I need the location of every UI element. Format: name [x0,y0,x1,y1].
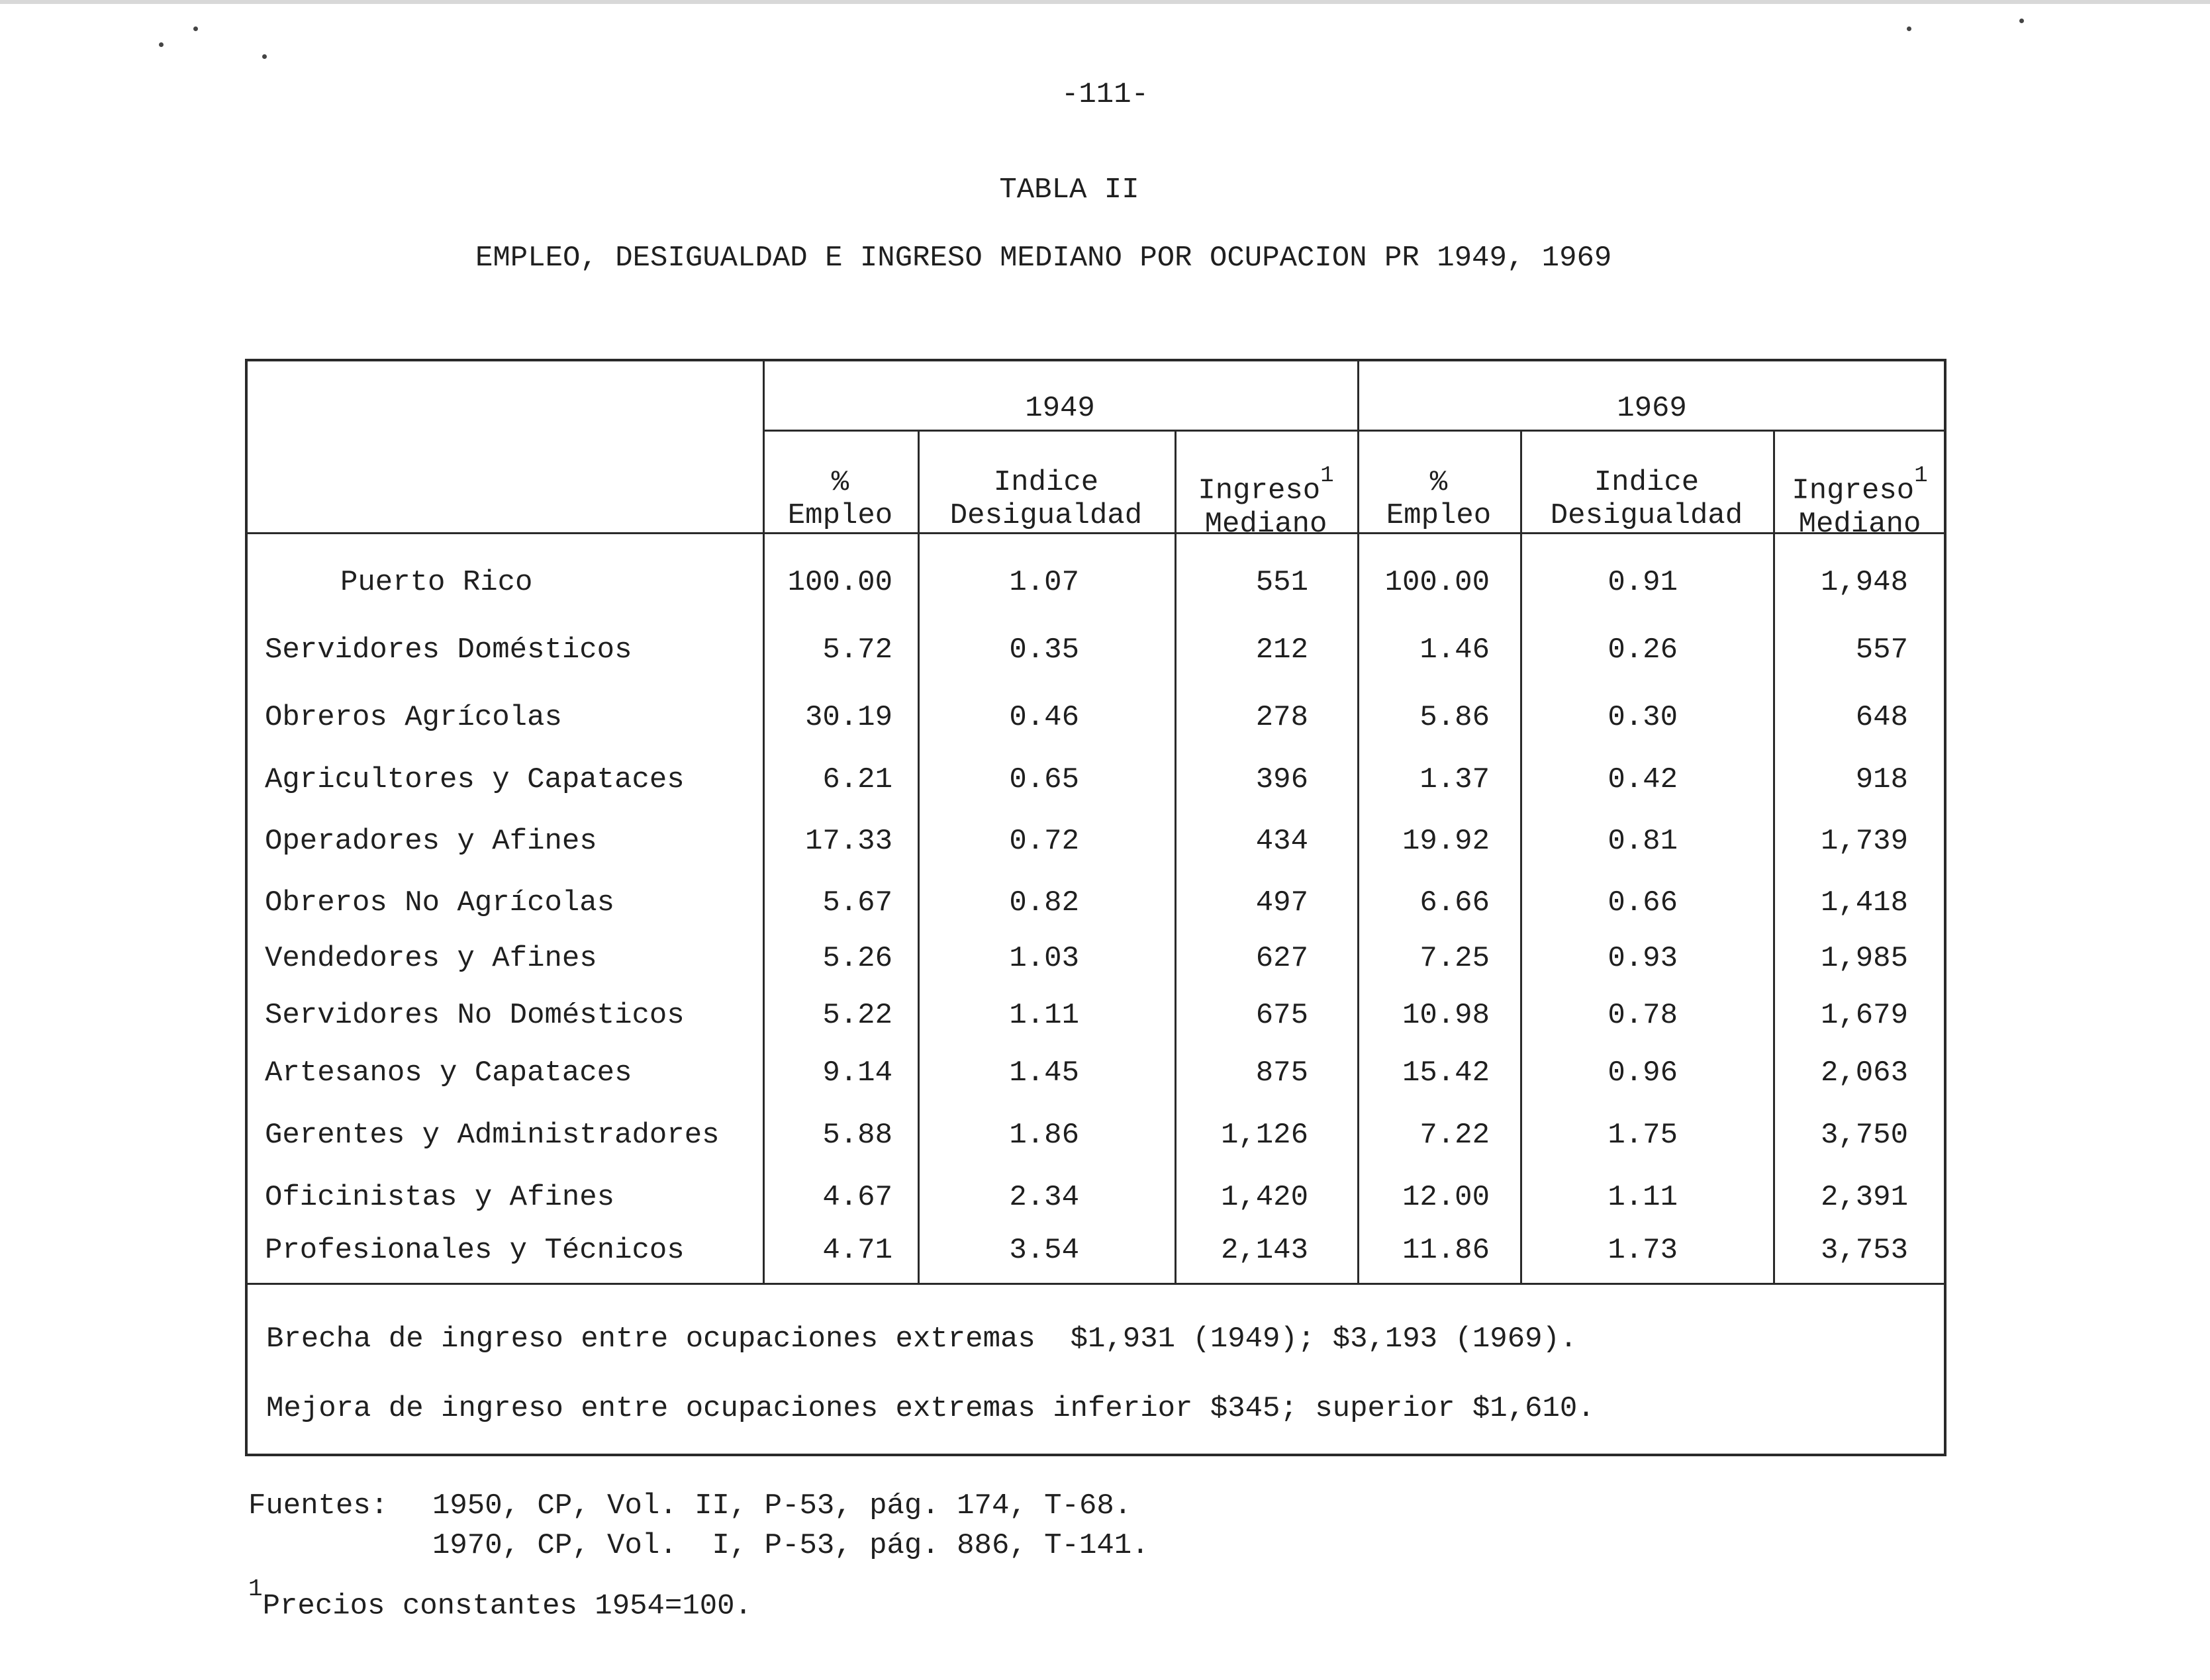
cell-indice-1969: 0.81 [1608,825,1678,858]
source-line-1970: 1970, CP, Vol. I, P-53, pág. 886, T-141. [432,1529,1149,1562]
cell-empleo-1969: 100.00 [1384,566,1490,599]
cell-ingreso-1949: 497 [1255,886,1308,919]
source-line-1950: 1950, CP, Vol. II, P-53, pág. 174, T-68. [432,1489,1132,1522]
footnote-marker: 1 [1320,463,1334,489]
cell-empleo-1949: 100.00 [787,566,892,599]
sources-label: Fuentes: [248,1489,389,1522]
scan-speck [1907,26,1911,31]
income-gap-note: Brecha de ingreso entre ocupaciones extremas $1,931 (1949); $3,193 (1969). [266,1323,1578,1356]
table-label: TABLA II [999,173,1139,207]
cell-indice-1949: 1.03 [1009,942,1079,975]
cell-indice-1949: 1.07 [1009,566,1079,599]
cell-empleo-1949: 5.88 [822,1119,892,1152]
year-rule [763,430,1946,432]
row-label: Vendedores y Afines [265,942,597,975]
column-header-ingreso-1949: Ingreso$^1$ Mediano [1198,463,1334,541]
scan-speck [193,26,198,31]
cell-ingreso-1969: 648 [1855,701,1908,734]
cell-empleo-1949: 5.72 [822,633,892,667]
cell-indice-1949: 1.45 [1009,1056,1079,1090]
cell-indice-1969: 1.75 [1608,1119,1678,1152]
cell-ingreso-1949: 212 [1255,633,1308,667]
cell-indice-1969: 1.73 [1608,1234,1678,1267]
cell-ingreso-1949: 551 [1255,566,1308,599]
cell-ingreso-1949: 2,143 [1220,1234,1308,1267]
cell-indice-1969: 0.26 [1608,633,1678,667]
column-header-indice-1949: Indice Desigualdad [949,466,1143,532]
cell-empleo-1949: 9.14 [822,1056,892,1090]
cell-indice-1949: 3.54 [1009,1234,1079,1267]
cell-ingreso-1969: 1,948 [1820,566,1908,599]
cell-indice-1969: 0.30 [1608,701,1678,734]
year-header-1969: 1969 [1617,392,1687,425]
year-header-1949: 1949 [1025,392,1095,425]
cell-ingreso-1949: 627 [1255,942,1308,975]
cell-empleo-1949: 5.67 [822,886,892,919]
table-title: EMPLEO, DESIGUALDAD E INGRESO MEDIANO POR OCUPACION PR 1949, 1969 [475,242,1612,275]
cell-ingreso-1949: 434 [1255,825,1308,858]
column-header-empleo-1969: % Empleo [1386,466,1492,532]
cell-indice-1969: 0.78 [1608,999,1678,1032]
column-header-ingreso-1969: Ingreso$^1$ Mediano [1792,463,1928,541]
cell-ingreso-1949: 875 [1255,1056,1308,1090]
cell-empleo-1969: 10.98 [1402,999,1490,1032]
row-label: Obreros Agrícolas [265,701,562,734]
cell-ingreso-1969: 1,985 [1820,942,1908,975]
cell-ingreso-1949: 278 [1255,701,1308,734]
row-label: Puerto Rico [340,566,533,599]
cell-empleo-1969: 15.42 [1402,1056,1490,1090]
cell-empleo-1949: 6.21 [822,763,892,796]
cell-ingreso-1969: 918 [1855,763,1908,796]
row-label: Obreros No Agrícolas [265,886,615,919]
cell-indice-1949: 0.72 [1009,825,1079,858]
income-improvement-note: Mejora de ingreso entre ocupaciones extremas inferior $345; superior $1,610. [266,1392,1595,1425]
cell-empleo-1969: 5.86 [1419,701,1490,734]
cell-indice-1949: 2.34 [1009,1181,1079,1214]
cell-ingreso-1969: 2,391 [1820,1181,1908,1214]
cell-empleo-1969: 12.00 [1402,1181,1490,1214]
footnote [248,1575,752,1623]
cell-indice-1969: 1.11 [1608,1181,1678,1214]
row-label: Oficinistas y Afines [265,1181,615,1214]
scan-edge [0,0,2210,4]
cell-empleo-1949: 4.71 [822,1234,892,1267]
cell-ingreso-1969: 1,418 [1820,886,1908,919]
cell-indice-1949: 0.46 [1009,701,1079,734]
cell-indice-1969: 0.93 [1608,942,1678,975]
row-label: Servidores No Domésticos [265,999,685,1032]
cell-empleo-1969: 7.22 [1419,1119,1490,1152]
sources [248,1486,1149,1565]
cell-empleo-1969: 11.86 [1402,1234,1490,1267]
cell-indice-1949: 1.11 [1009,999,1079,1032]
cell-ingreso-1969: 3,753 [1820,1234,1908,1267]
data-table [245,359,1946,1456]
header-rule [248,532,1946,534]
cell-empleo-1949: 5.26 [822,942,892,975]
cell-indice-1949: 0.65 [1009,763,1079,796]
cell-empleo-1949: 17.33 [804,825,892,858]
cell-ingreso-1969: 1,739 [1820,825,1908,858]
scan-speck [159,42,164,47]
row-label: Gerentes y Administradores [265,1119,720,1152]
cell-empleo-1949: 30.19 [804,701,892,734]
footnote-marker: 1 [248,1575,263,1603]
scan-speck [262,54,267,59]
cell-empleo-1969: 7.25 [1419,942,1490,975]
cell-empleo-1949: 4.67 [822,1181,892,1214]
row-label: Servidores Domésticos [265,633,632,667]
footnote-marker: 1 [1914,463,1928,489]
row-label: Operadores y Afines [265,825,597,858]
page-number: -111- [1061,78,1149,111]
cell-empleo-1969: 19.92 [1402,825,1490,858]
cell-indice-1949: 1.86 [1009,1119,1079,1152]
cell-indice-1969: 0.91 [1608,566,1678,599]
column-divider [1773,430,1775,1283]
cell-ingreso-1949: 396 [1255,763,1308,796]
column-divider [918,430,920,1283]
cell-empleo-1969: 6.66 [1419,886,1490,919]
footnote-text: Precios constantes 1954=100. [262,1589,752,1623]
cell-ingreso-1949: 1,126 [1220,1119,1308,1152]
cell-ingreso-1949: 1,420 [1220,1181,1308,1214]
cell-ingreso-1969: 557 [1855,633,1908,667]
cell-empleo-1969: 1.37 [1419,763,1490,796]
cell-ingreso-1969: 3,750 [1820,1119,1908,1152]
row-label: Profesionales y Técnicos [265,1234,685,1267]
scan-speck [2019,19,2024,23]
cell-ingreso-1969: 1,679 [1820,999,1908,1032]
row-label: Artesanos y Capataces [265,1056,632,1090]
cell-indice-1949: 0.35 [1009,633,1079,667]
cell-indice-1949: 0.82 [1009,886,1079,919]
cell-indice-1969: 0.96 [1608,1056,1678,1090]
column-divider [1175,430,1177,1283]
cell-empleo-1949: 5.22 [822,999,892,1032]
row-label: Agricultores y Capataces [265,763,685,796]
cell-ingreso-1969: 2,063 [1820,1056,1908,1090]
notes-rule [248,1283,1946,1285]
cell-indice-1969: 0.66 [1608,886,1678,919]
cell-indice-1969: 0.42 [1608,763,1678,796]
column-divider [1520,430,1522,1283]
column-header-empleo-1949: % Empleo [787,466,893,532]
cell-empleo-1969: 1.46 [1419,633,1490,667]
column-header-indice-1969: Indice Desigualdad [1550,466,1743,532]
cell-ingreso-1949: 675 [1255,999,1308,1032]
